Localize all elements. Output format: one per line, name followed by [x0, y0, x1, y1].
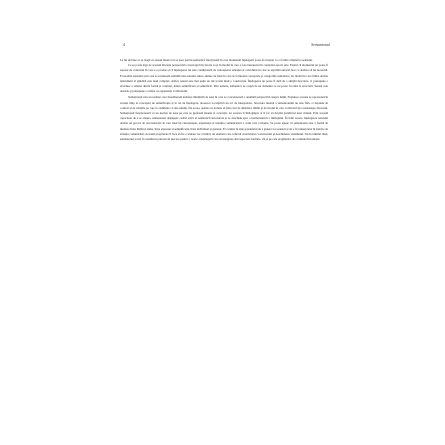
- paragraph: Semantonul este un termen care desemnează unitatea minimală de sens în care se concentrează o anumită perspectivă asupra lumii. Noțiunea aceasta se raportează în același timp la conceptul de semnificație și la cel de înțelegere, deoarece ea implică un act de interpretare. Structura internă a semantonului nu este fixă, ci depinde de context și de relațiile pe care le stabilește cu alte unități. De aceea, analiza sa trebuie să țină cont de dinamica limbii și de modul în care vorbitorul își construiește discursul. Semantonul funcționează ca un nucleu de sens pe care se grefează nuanțe și conotații, iar acestea îl îmbogățesc și îl fac să devină purtătorul unei viziuni. Prin această capacitate de a se adapta, semantonul depășește cadrul strict al semanticii structurale și se deschide spre o hermeneutică a limbajului. În felul acesta, înțelegerea sensului devine un proces de reconstrucție în care intervin cunoștințele, experiența și intenția comunicativă a celui care vorbește. Se poate spune că semantonul este o formă de mediere între limbă și lume, între expresie și semnificație, între individual și general. El conține în sine potențialul de a genera noi sensuri și de a fi reinterpretat în funcție de situația comunicării. Această proprietate îl face să fie o unitate vie a limbii, un element care reflectă creativitatea vorbitorului și deschiderea sistemului. Nu în ultimul rând, semantonul poate fi considerat punctul de plecare pentru o teorie a înțelegerii care să integreze atât aspectele formale, cât și pe cele pragmatice ale comunicării umane.: [120, 95, 328, 142]
- page-header: [120, 42, 330, 50]
- running-title: Semantonul: [311, 42, 330, 47]
- body-text: [120, 58, 328, 420]
- paragraph: La fel de bine ce se leagă cu sensul interior ni se pare pentru semantica funcțională în care momentul înțelegerii poate fi receptat ca o formă completă a sensului.: [120, 58, 313, 62]
- paragraph: Ce se poate lega de această discuție perspectivă cronologică în istoria sa și în modul în care a fost interpretat în contextul epocii sale. Faptul că momentul nu poate fi separat de contextul în care s-a produs și că înțelegerea lui este condiționată de cunoașterea situației și a modului în care se exprimă autorul face ca analiza să fie necesară. Economia sensului prin care se realizează semnificația textului aduce aminte de felul în care se formează conceptele și categoriile semantice, iar modul în care limba devine instrument al gândirii este unul complex. Astfel, sensul este mai puțin un dat și mai mult o construcție. Înțelegerea nu poate fi dată de o simplă descriere, ci presupune o abordare a relației dintre formă și conținut, dintre semnificant și semnificat. Prin urmare, semantica se ocupă de un domeniu ce nu poate fi redus la structură. Sensul este deschis și presupune o relație cu experiența vorbitorului.: [120, 63, 328, 94]
- page-number: 4: [123, 42, 125, 47]
